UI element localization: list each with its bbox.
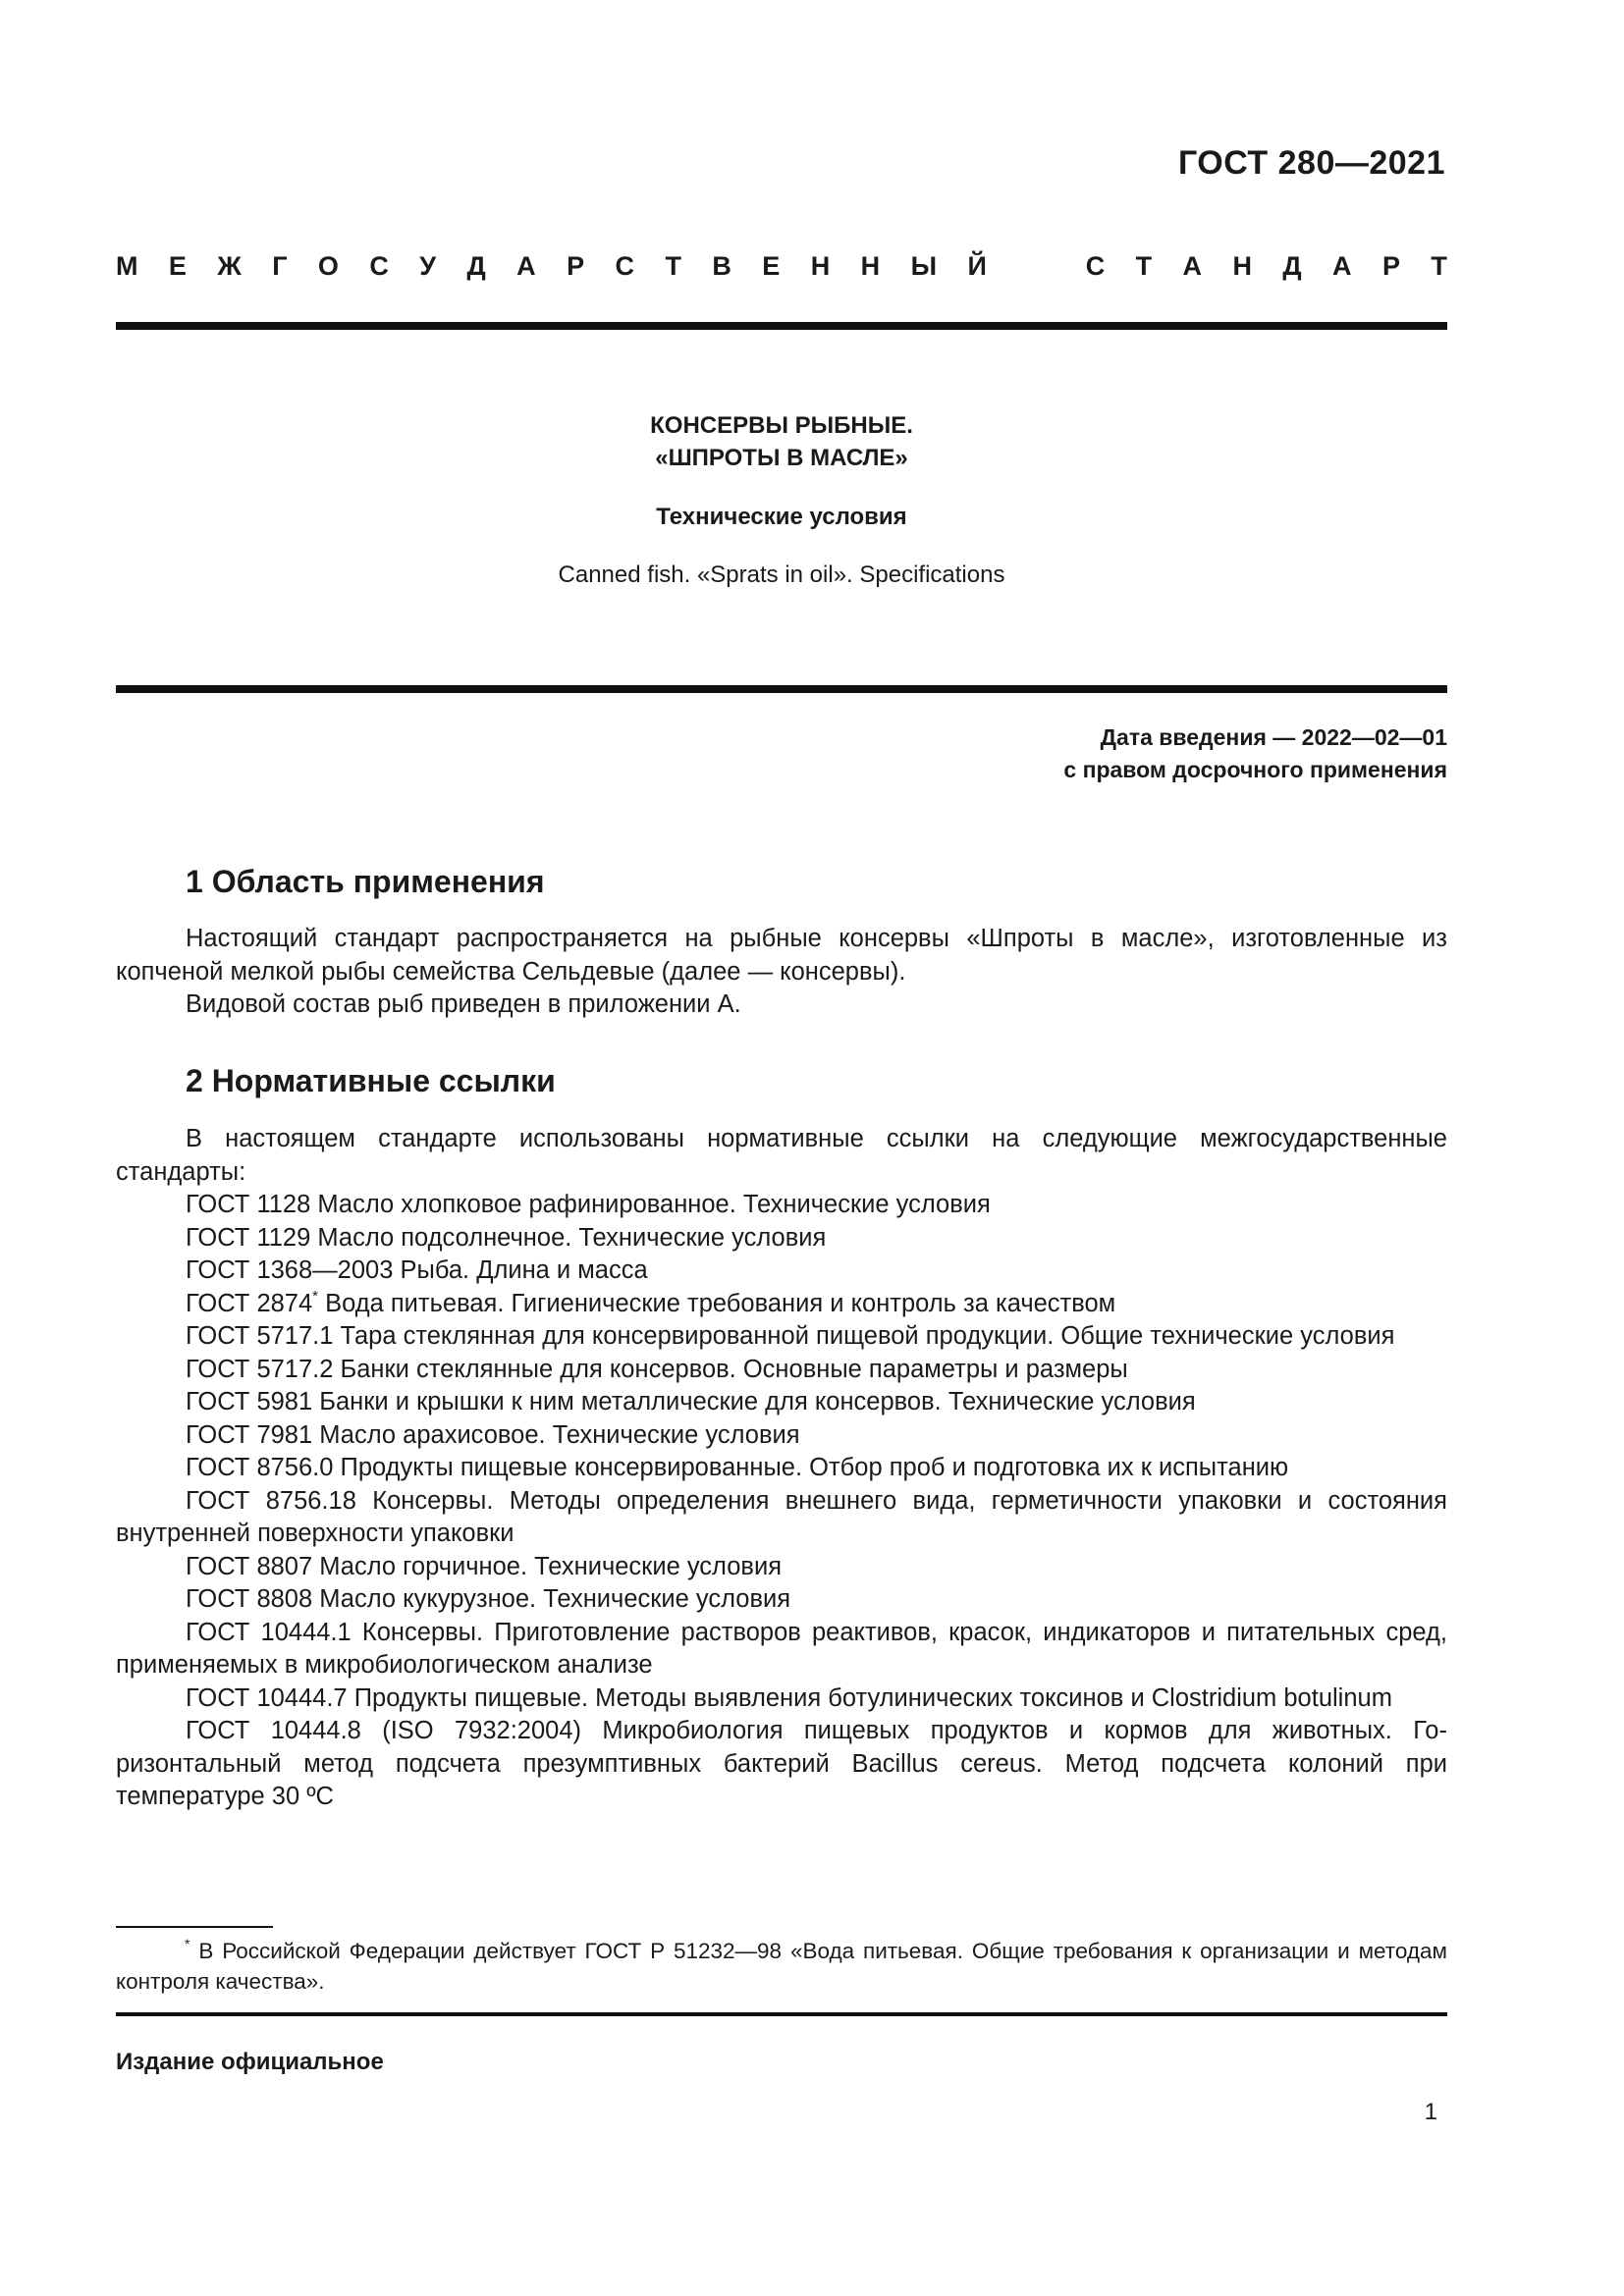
section-2-body	[116, 1123, 1447, 1814]
document-number: ГОСТ 280—2021	[1177, 144, 1445, 182]
interstate-standard-heading	[116, 251, 1447, 282]
middle-divider	[116, 685, 1447, 693]
title-line-1: КОНСЕРВЫ РЫБНЫЕ.	[650, 412, 913, 439]
heading-letter: А	[1332, 251, 1352, 281]
heading-letter: Г	[272, 251, 288, 281]
heading-letter: Т	[665, 251, 681, 281]
heading-letter: Ы	[910, 251, 938, 281]
heading-letter: Т	[1135, 251, 1153, 281]
heading-letter: Д	[466, 251, 486, 281]
heading-letter: Т	[1431, 251, 1447, 281]
reference-item: ГОСТ 5717.2 Банки стеклянные для консервов. Основные параметры и размеры	[186, 1355, 1128, 1383]
paragraph: Видовой состав рыб приведен в приложении А.	[186, 990, 741, 1018]
official-edition-label: Издание официальное	[116, 2049, 384, 2075]
reference-item: ГОСТ 5981 Банки и крышки к ним металлические для консервов. Технические условия	[186, 1388, 1196, 1415]
heading-letter: Д	[1282, 251, 1302, 281]
section-1-title: 1 Область применения	[186, 864, 545, 899]
document-subtitle: Технические условия	[656, 504, 907, 530]
heading-letter: С	[615, 251, 635, 281]
reference-item: ГОСТ 8756.0 Продукты пищевые консервированные. Отбор проб и подготовка их к испытанию	[186, 1454, 1289, 1481]
section-1-body	[116, 923, 1447, 1022]
title-line-2: «ШПРОТЫ В МАСЛЕ»	[655, 445, 908, 471]
bottom-divider	[116, 2012, 1447, 2016]
heading-letter: О	[317, 251, 339, 281]
heading-letter: Н	[860, 251, 881, 281]
heading-letter: С	[369, 251, 389, 281]
footnote-separator	[116, 1926, 273, 1928]
reference-item: ГОСТ 10444.8 (ISO 7932:2004) Микробиология пищевых продуктов и кормов для животных. Горизонтальный метод подсчета презумптивных бактерий Bacillus cereus. Метод подсчета колоний при температуре 30 ºC	[116, 1717, 1447, 1810]
reference-item: ГОСТ 1368—2003 Рыба. Длина и масса	[186, 1256, 648, 1284]
reference-code: ГОСТ 2874	[186, 1289, 313, 1317]
reference-item: ГОСТ 8756.18 Консервы. Методы определения внешнего вида, герметичности упаковки и состояния внутренней поверхности упаковки	[116, 1486, 1447, 1547]
paragraph: Настоящий стандарт распространяется на рыбные консервы «Шпроты в масле», изготовленные из копченой мелкой рыбы семейства Сельдевые (далее — консервы).	[116, 925, 1447, 986]
heading-letter: Н	[810, 251, 831, 281]
section-2-title: 2 Нормативные ссылки	[186, 1063, 556, 1098]
footnote-text-paragraph	[116, 1936, 1447, 1997]
heading-letter: А	[516, 251, 536, 281]
reference-item: ГОСТ 10444.1 Консервы. Приготовление растворов реактивов, красок, индикаторов и питательных сред, применяемых в микробиологическом анализе	[116, 1618, 1447, 1679]
heading-letter: Й	[967, 251, 987, 281]
heading-letter: Ж	[217, 251, 242, 281]
reference-item: ГОСТ 5717.1 Тара стеклянная для консервированной пищевой продукции. Общие технические условия	[186, 1322, 1395, 1350]
heading-letter: А	[1182, 251, 1203, 281]
reference-item: ГОСТ 1128 Масло хлопковое рафинированное. Технические условия	[186, 1191, 991, 1218]
word-gap	[1017, 251, 1055, 282]
heading-letter: Н	[1232, 251, 1252, 281]
english-title: Canned fish. «Sprats in oil». Specifications	[558, 561, 1005, 588]
reference-item: ГОСТ 8807 Масло горчичное. Технические условия	[186, 1552, 783, 1580]
heading-letter: Р	[567, 251, 585, 281]
early-application-note: с правом досрочного применения	[1063, 757, 1447, 782]
reference-item: ГОСТ 8808 Масло кукурузное. Технические условия	[186, 1585, 791, 1613]
top-divider	[116, 322, 1447, 330]
reference-text: Вода питьевая. Гигиенические требования и контроль за качеством	[318, 1289, 1116, 1317]
footnote	[116, 1936, 1447, 1997]
reference-item: ГОСТ 7981 Масло арахисовое. Технические условия	[186, 1420, 800, 1449]
footnote-text: В Российской Федерации действует ГОСТ Р 51232—98 «Вода питьевая. Общие требования к организации и методам контроля качества».	[116, 1939, 1447, 1994]
footnote-marker: *	[312, 1287, 319, 1305]
introduction-date-block	[1063, 721, 1447, 786]
heading-letter: С	[1085, 251, 1106, 281]
paragraph: В настоящем стандарте использованы нормативные ссылки на следующие межгосударственные стандарты:	[116, 1125, 1447, 1186]
page-number: 1	[1424, 2099, 1437, 2125]
heading-letter: В	[712, 251, 731, 281]
reference-item: ГОСТ 1129 Масло подсолнечное. Технические условия	[186, 1223, 827, 1252]
reference-item: ГОСТ 10444.7 Продукты пищевые. Методы выявления ботулинических токсинов и Clostridium botulinum	[186, 1683, 1392, 1712]
footnote-marker: *	[185, 1936, 190, 1951]
heading-letter: У	[419, 251, 437, 281]
heading-letter: Е	[168, 251, 187, 281]
reference-item	[116, 1288, 1447, 1321]
heading-letter: Е	[762, 251, 781, 281]
heading-letter: М	[116, 251, 138, 281]
heading-letter: Р	[1381, 251, 1400, 281]
introduction-date: Дата введения — 2022—02—01	[1100, 724, 1447, 750]
title-block	[116, 409, 1447, 589]
